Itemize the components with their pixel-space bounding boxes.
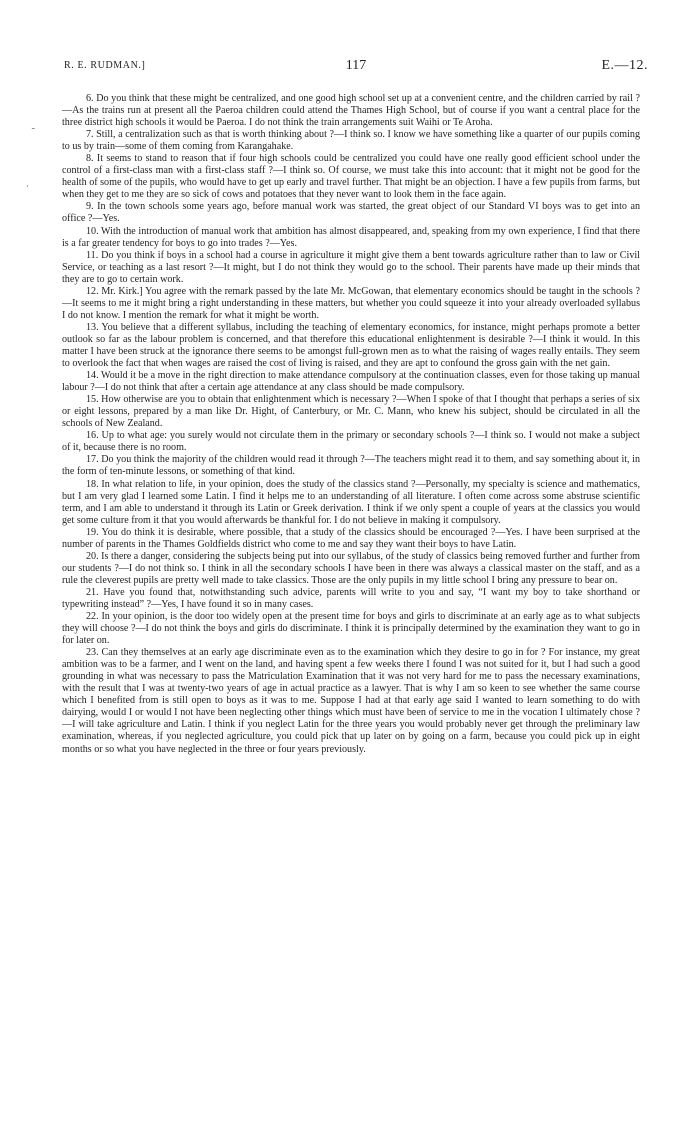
testimony-body	[62, 93, 640, 756]
question-18: 18. In what relation to life, in your opinion, does the study of the classics stand ?—Personally, my specialty is science and mathematics, but I am very glad I learned some Latin. I find it helps me to an understanding of all literature. I often come across some abstruse scientific term, and I am able to understand it through its Latin or Greek derivation. I think if we only spent a couple of years at the classics you would get some culture from it that you would afterwards be thankful for. I do not believe in making it compulsory.	[62, 478, 640, 526]
question-23: 23. Can they themselves at an early age discriminate even as to the examination which they desire to go in for ? For instance, my great ambition was to be a farmer, and I went on the land, and having spent a few weeks there I found I was not suited for it, but I had such a good grounding in what was necessary to pass the Matriculation Examination that it was not very hard for me to pass the necessary examinations, with the result that I was at twenty-two years of age in actual practice as a lawyer. That is why I am so keen to see whether the same course which I benefited from is still open to boys as it was to me. Suppose I had at that early age said I wanted to learn something to do with dairying, would I or would I not have been neglecting other things which must have been of service to me in the vocation I ultimately chose ?—I will take agriculture and Latin. I think if you neglect Latin for the three years you would probably never get through the preliminary law examination, whereas, if you neglected agriculture, you could pick that up later on by going on a farm, because you could pick up in eight months or so what you have neglected in the three or four years previously.	[62, 647, 640, 755]
question-11: 11. Do you think if boys in a school had a course in agriculture it might give them a bent towards agriculture rather than to law or Civil Service, or teaching as a last resort ?—It might, but I do not think they would go to the school. Their parents have made up their minds that they are to go to certain work.	[62, 249, 640, 285]
question-16: 16. Up to what age: you surely would not circulate them in the primary or secondary schools ?—I think so. I would not make a subject of it, because there is no room.	[62, 430, 640, 454]
question-13: 13. You believe that a different syllabus, including the teaching of elementary economics, for instance, might perhaps promote a better outlook so far as the labour problem is concerned, and that therefore this educational enlightenment is desirable ?—I think it would. In this matter I have been struck at the ignorance there seems to be amongst full-grown men as to what the raising of wages really entails. They seem to overlook the fact that when wages are raised the cost of living is raised, and they are apt to confound the gross gain with the net gain.	[62, 321, 640, 370]
question-22: 22. In your opinion, is the door too widely open at the present time for boys and girls to discriminate at an early age as to what subjects they will choose ?—I do not think the boys and girls do discriminate. I think it is principally determined by the examination they want to go in for later on.	[62, 611, 640, 647]
question-19: 19. You do think it is desirable, where possible, that a study of the classics should be encouraged ?—Yes. I have been surprised at the number of parents in the Thames Goldfields district who come to me and say they want their boys to have Latin.	[62, 526, 640, 550]
witness-name: R. E. RUDMAN.]	[64, 60, 146, 71]
margin-mark: ˜	[31, 128, 36, 138]
margin-mark: ·	[26, 182, 29, 192]
question-9: 9. In the town schools some years ago, before manual work was started, the great object of our Standard VI boys was to get into an office ?—Yes.	[62, 201, 640, 225]
question-7: 7. Still, a centralization such as that is worth thinking about ?—I think so. I know we have something like a quarter of our pupils coming to us by train—some of them coming from Karangahake.	[62, 129, 640, 153]
question-10: 10. With the introduction of manual work that ambition has almost disappeared, and, speaking from my own experience, I find that there is a far greater tendency for boys to go into trades ?—Yes.	[62, 225, 640, 249]
question-12: 12. Mr. Kirk.] You agree with the remark passed by the late Mr. McGowan, that elementary economics should be taught in the schools ?—It seems to me it might bring a right understanding in these matters, but whether you could squeeze it into your already overloaded syllabus I do not know. I mention the remark for what it might be worth.	[62, 285, 640, 321]
document-reference: E.—12.	[601, 58, 648, 73]
question-21: 21. Have you found that, notwithstanding such advice, parents will write to you and say, “I want my boy to take shorthand or typewriting instead” ?—Yes, I have found it so in many cases.	[62, 586, 640, 610]
page-header	[64, 60, 648, 76]
question-15: 15. How otherwise are you to obtain that enlightenment which is necessary ?—When I spoke of that I thought that perhaps a series of six or eight lessons, prepared by a man like Dr. Hight, of Canterbury, or Mr. C. Mann, who knew his subject, should be circulated in all the schools of New Zealand.	[62, 394, 640, 430]
question-14: 14. Would it be a move in the right direction to make attendance compulsory at the continuation classes, even for those taking up manual labour ?—I do not think that after a certain age attendance at any class should be made compulsory.	[62, 370, 640, 394]
question-20: 20. Is there a danger, considering the subjects being put into our syllabus, of the study of classics being removed further and further from our students ?—I do not think so. I think in all the secondary schools I have been in there was always a classical master on the staff, and as a rule the cleverest pupils are pretty well made to take classics. Those are the only pupils in my little school I bring any pressure to bear on.	[62, 550, 640, 586]
question-17: 17. Do you think the majority of the children would read it through ?—The teachers might read it to them, and say something about it, in the form of ten-minute lessons, or something of that kind.	[62, 454, 640, 478]
page-number: 117	[345, 58, 367, 73]
question-8: 8. It seems to stand to reason that if four high schools could be centralized you could have one really good efficient school under the control of a first-class man with a first-class staff ?—I think so. Of course, we must take this into account: that it might not be good for the health of some of the pupils, who would have to get up early and travel further. That might be an objection. I have a few pupils from farms, but when they get to me they are so sick of cows and potatoes that they never want to look them in the face again.	[62, 153, 640, 201]
question-6: 6. Do you think that these might be centralized, and one good high school set up at a convenient centre, and the children carried by rail ?—As the trains run at present all the Paeroa children could attend the Thames High School, but of course if you want a central place for the three district high schools it would be Paeroa. I do not think the train arrangements suit Waihi or Te Aroha.	[62, 93, 640, 129]
